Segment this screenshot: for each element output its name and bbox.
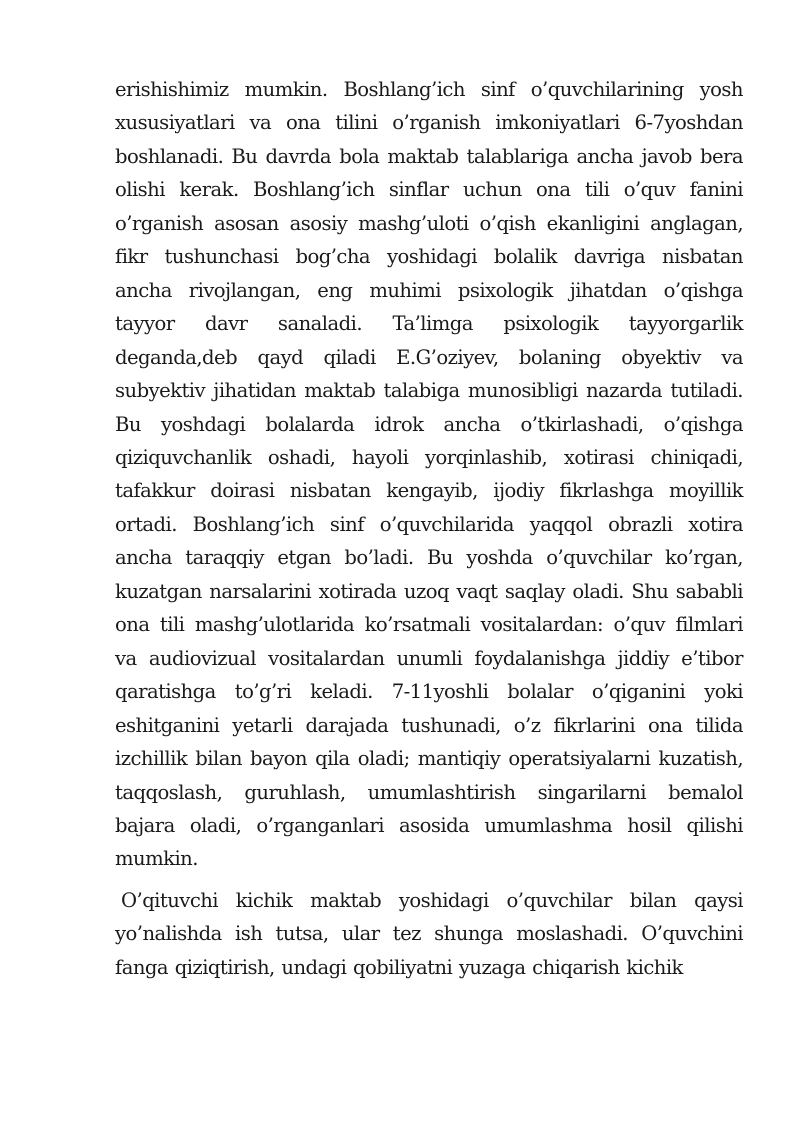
- document-page: [115, 73, 743, 984]
- paragraph-1: erishishimiz mumkin. Boshlang’ich sinf o’quvchilarining yosh xususiyatlari va ona tilini o’rganish imkoniyatlari 6-7yoshdan boshlanadi. Bu davrda bola maktab talablariga ancha javob bera olishi kerak. Boshlang’ich sinflar uchun ona tili o’quv fanini o’rganish asosan asosiy mashg’uloti o’qish ekanligini anglagan, fikr tushunchasi bog’cha yoshidagi bolalik davriga nisbatan ancha rivojlangan, eng muhimi psixologik jihatdan o’qishga tayyor davr sanaladi. Ta’limga psixologik tayyorgarlik deganda,deb qayd qiladi E.G’oziyev, bolaning obyektiv va subyektiv jihatidan maktab talabiga munosibligi nazarda tutiladi. Bu yoshdagi bolalarda idrok ancha o’tkirlashadi, o’qishga qiziquvchanlik oshadi, hayoli yorqinlashib, xotirasi chiniqadi, tafakkur doirasi nisbatan kengayib, ijodiy fikrlashga moyillik ortadi. Boshlang’ich sinf o’quvchilarida yaqqol obrazli xotira ancha taraqqiy etgan bo’ladi. Bu yoshda o’quvchilar ko’rgan, kuzatgan narsalarini xotirada uzoq vaqt saqlay oladi. Shu sababli ona tili mashg’ulotlarida ko’rsatmali vositalardan: o’quv filmlari va audiovizual vositalardan unumli foydalanishga jiddiy e’tibor qaratishga to’g’ri keladi. 7-11yoshli bolalar o’qiganini yoki eshitganini yetarli darajada tushunadi, o’z fikrlarini ona tilida izchillik bilan bayon qila oladi; mantiqiy operatsiyalarni kuzatish, taqqoslash, guruhlash, umumlashtirish singarilarni bemalol bajara oladi, o’rganganlari asosida umumlashma hosil qilishi mumkin.: [115, 78, 743, 871]
- paragraph-2: O’qituvchi kichik maktab yoshidagi o’quvchilar bilan qaysi yo’nalishda ish tutsa, ular tez shunga moslashadi. O’quvchini fanga qiziqtirish, undagi qobiliyatni yuzaga chiqarish kichik: [115, 888, 743, 979]
